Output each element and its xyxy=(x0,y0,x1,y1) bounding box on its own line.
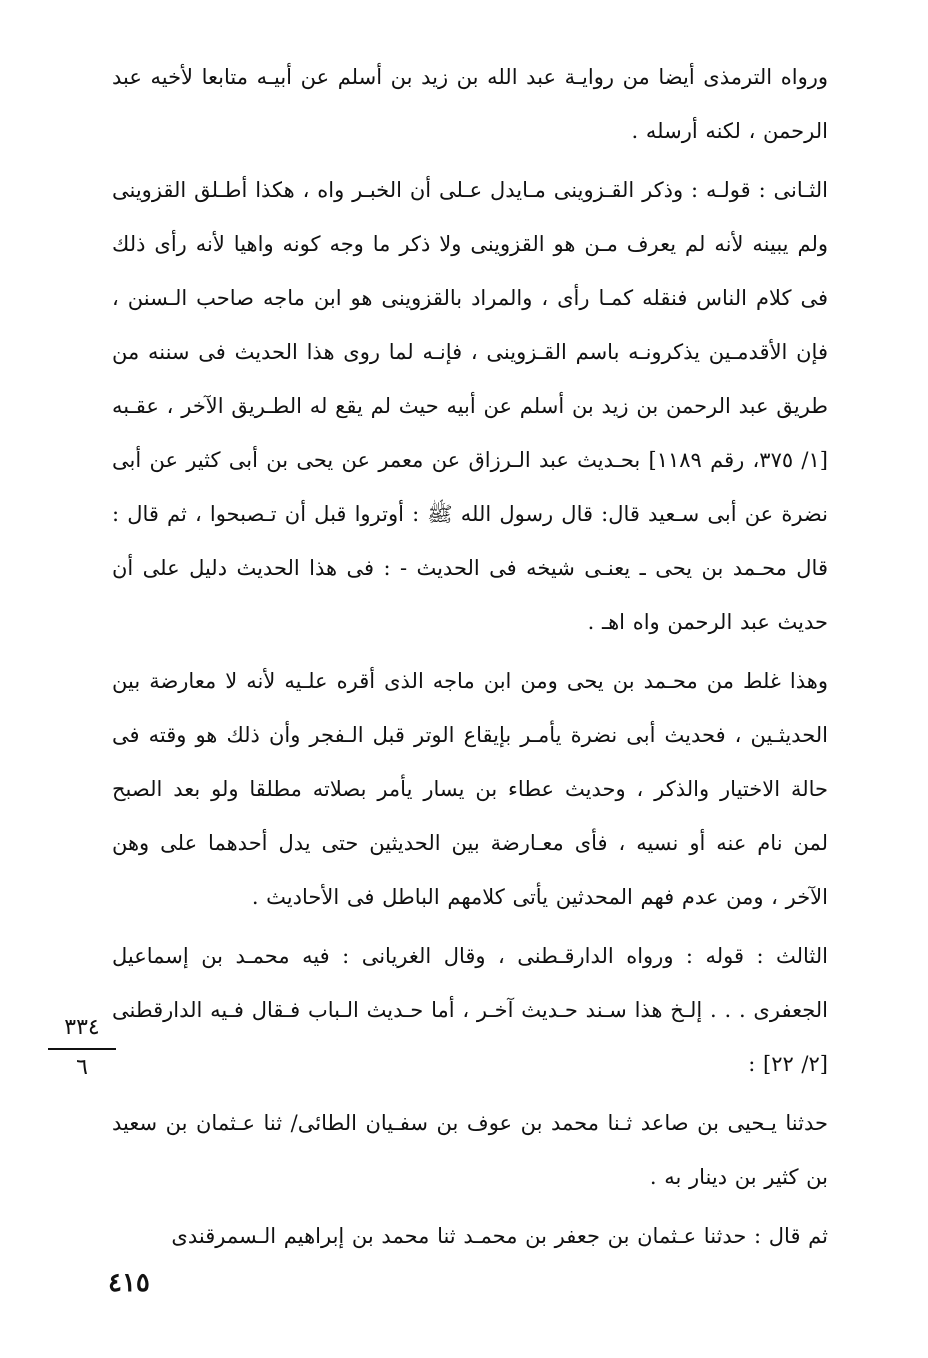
margin-page-reference xyxy=(46,1012,118,1084)
paragraph-3: وهذا غلط من محـمد بن يحى ومن ابن ماجه الذى أقره علـيه لأنه لا معارضة بين الحديثـين ، فحديث أبى نضرة يأمـر بإيقاع الوتر قبل الـفجر وأن ذلك هو وقته فى حالة الاختيار والذكر ، وحديث عطاء بن يسار يأمر بصلاته مطلقا ولو بعد الصبح لمن نام عنه أو نسيه ، فأى معـارضة بين الحديثين حتى يدل أحدهما على وهن الآخر ، ومن عدم فهم المحدثين يأتى كلامهم الباطل فى الأحاديث . xyxy=(112,669,828,909)
margin-part-number: ٦ xyxy=(76,1055,88,1080)
paragraph-6: ثم قال : حدثنا عـثمان بن جعفر بن محمـد ثنا محمد بن إبراهيم الـسمرقندى xyxy=(171,1224,828,1248)
margin-volume-page: ٣٣٤ xyxy=(64,1015,100,1040)
margin-divider xyxy=(48,1048,116,1050)
main-text xyxy=(112,50,828,1263)
paragraph-4: الثالث : قوله : ورواه الدارقـطنى ، وقال الغريانى : فيه محمـد بن إسماعيل الجعفرى . . . إلـخ هذا سـند حـديث آخـر ، أما حـديث الـباب فـقال فـيه الدارقطنى [٢/ ٢٢] : xyxy=(112,944,828,1076)
paragraph-1: ورواه الترمذى أيضا من روايـة عبد الله بن زيد بن أسلم عن أبيـه متابعا لأخيه عبد الرحمن ، لكنه أرسله . xyxy=(112,65,828,143)
paragraph-5: حدثنا يـحيى بن صاعد ثـنا محمد بن عوف بن سفـيان الطائى/ ثنا عـثمان بن سعيد بن كثير بن دينار به . xyxy=(112,1111,828,1189)
page-number: ٤١٥ xyxy=(108,1268,150,1298)
paragraph-2: الثـانى : قولـه : وذكر القـزوينى مـايدل عـلى أن الخبـر واه ، هكذا أطـلق القزوينى ولم يبينه لأنه لم يعرف مـن هو القزوينى ولا ذكر ما وجه كونه واهيا لأنه رأى ذلك فى كلام الناس فنقله كمـا رأى ، والمراد بالقزوينى هو ابن ماجه صاحب الـسنن ، فإن الأقدمـين يذكرونـه باسم القـزوينى ، فإنـه لما روى هذا الحديث فى سننه من طريق عبد الرحمن بن زيد بن أسلم عن أبيه حيث لم يقع له الطـريق الآخر ، عقـبه [١/ ٣٧٥، رقم ١١٨٩] بحـديث عبد الـرزاق عن معمر عن يحى بن أبى كثير عن أبى نضرة عن أبى سـعيد قال: قال رسول الله ﷺ : أوتروا قبل أن تـصبحوا ، ثم قال : قال محـمد بن يحى ـ يعنـى شيخه فى الحديث - : فى هذا الحديث دليل على أن حديث عبد الرحمن واه اهـ . xyxy=(112,178,828,634)
